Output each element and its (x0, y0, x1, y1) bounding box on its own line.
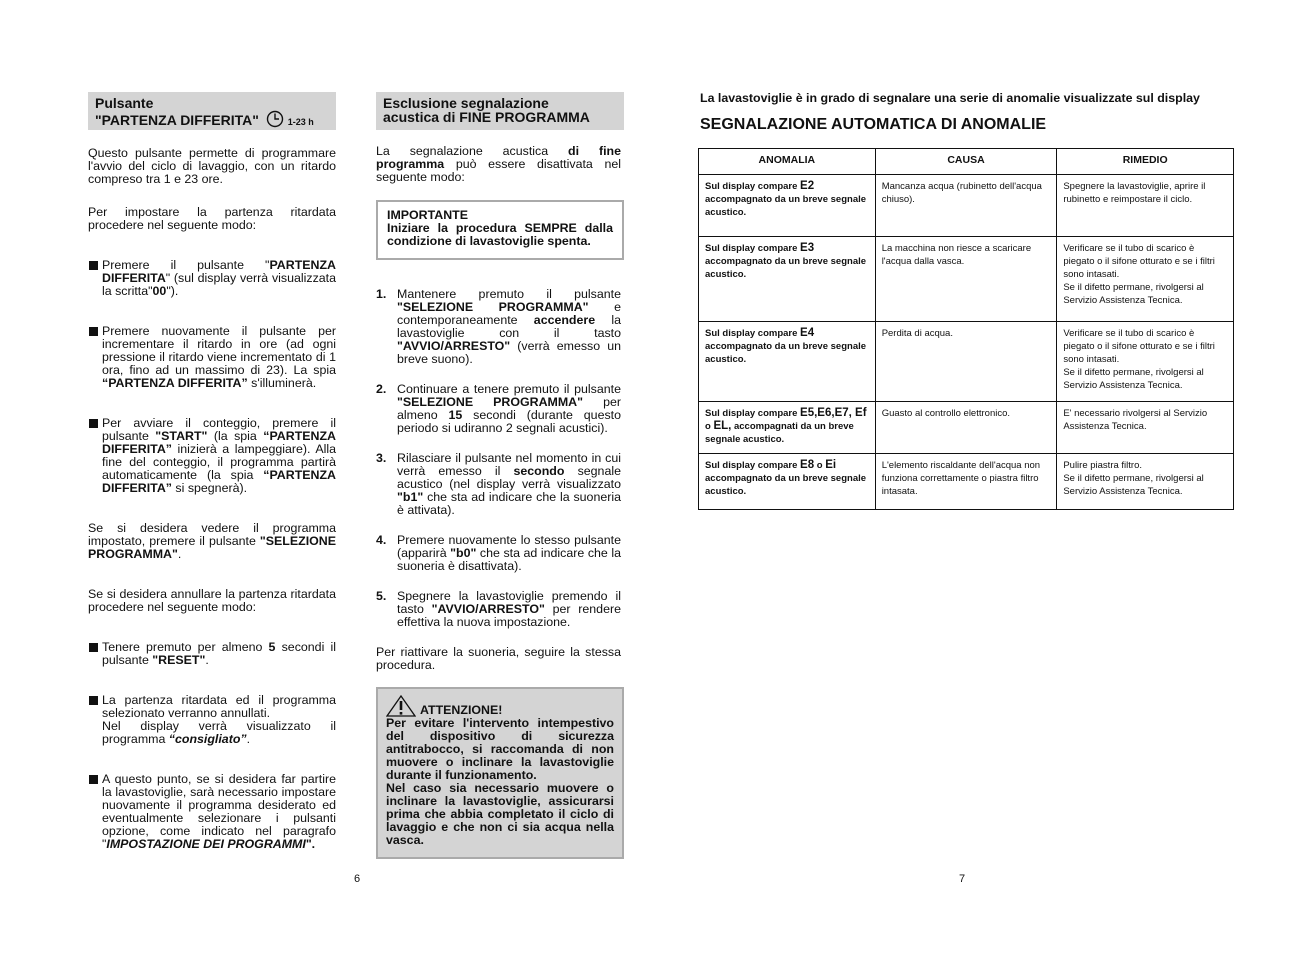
page-title: SEGNALAZIONE AUTOMATICA DI ANOMALIE (700, 116, 1047, 133)
middle-column (376, 92, 624, 672)
intro-paragraph: Questo pulsante permette di programmare l'avvio del ciclo di lavaggio, con un ritardo compreso tra 1 e 23 ore. (88, 146, 336, 186)
page-number-left: 6 (354, 873, 361, 885)
anomaly-cell: Sul display compare E2 accompagnato da un breve segnale acustico. (699, 175, 876, 237)
remedy-cell: E' necessario rivolgersi al Servizio Assistenza Tecnica. (1057, 402, 1234, 454)
cause-cell: L'elemento riscaldante dell'acqua non funziona correttamente o piastra filtro intasata. (875, 454, 1057, 510)
list-item: Tenere premuto per almeno 5 secondi il pulsante "RESET". (88, 641, 336, 667)
list-item: 1. Mantenere premuto il pulsante "SELEZIONE PROGRAMMA" e contemporaneamente accendere la lavastoviglie con il tasto "AVVIO/ARRESTO" (verrà emesso un breve suono). (376, 287, 621, 366)
warning-text: Per evitare l'intervento intempestivo del dispositivo di sicurezza antitrabocco, si raccomanda di non muovere o inclinare la lavastoviglie durante il funzionamento. (386, 716, 614, 782)
list-item: 3. Rilasciare il pulsante nel momento in cui verrà emesso il secondo segnale acustico (nel display verrà visualizzato "b1" che sta ad indicare che la suoneria è attivata). (376, 451, 621, 517)
remedy-cell: Verificare se il tubo di scarico è piegato o il sifone otturato e se i filtri sono intasati. Se il difetto permane, rivolgersi al Servizio Assistenza Tecnica. (1057, 237, 1234, 322)
column-header: ANOMALIA (699, 149, 876, 175)
section-header-delayed-start (88, 92, 336, 130)
view-program-paragraph: Se si desidera vedere il programma impostato, premere il pulsante "SELEZIONE PROGRAMMA". (88, 521, 336, 561)
list-item: Per avviare il conteggio, premere il pulsante "START" (la spia “PARTENZA DIFFERITA” inizierà a lampeggiare). Alla fine del conteggio, il programma partirà automaticamente (la spia “PARTENZA DIFFERITA” si spegnerà). (88, 417, 336, 495)
table-row (699, 402, 1234, 454)
header-line2: "PARTENZA DIFFERITA" 1-23 h (95, 112, 314, 128)
important-title: IMPORTANTE (387, 208, 468, 222)
right-intro: La lavastoviglie è in grado di segnalare una serie di anomalie visualizzate sul display (700, 91, 1200, 105)
list-item: 5. Spegnere la lavastoviglie premendo il tasto "AVVIO/ARRESTO" per rendere effettiva la nuova impostazione. (376, 589, 621, 629)
page-number-right: 7 (959, 873, 966, 885)
table-row (699, 175, 1234, 237)
clock-icon-label: 1-23 h (287, 117, 314, 127)
anomaly-table (698, 148, 1234, 510)
cause-cell: Guasto al controllo elettronico. (875, 402, 1057, 454)
warning-text-2: Nel caso sia necessario muovere o inclinare la lavastoviglie, assicurarsi prima che abbia completato il ciclo di lavaggio e che non ci sia acqua nella vasca. (386, 781, 614, 847)
intro-paragraph: La segnalazione acustica di fine programma può essere disattivata nel seguente modo: (376, 144, 621, 184)
remedy-cell: Spegnere la lavastoviglie, aprire il rubinetto e reimpostare il ciclo. (1057, 175, 1234, 237)
warning-box (376, 687, 624, 859)
header-line1: Pulsante (95, 95, 154, 111)
list-item: La partenza ritardata ed il programma selezionato verranno annullati. Nel display verrà visualizzato il programma “consigliato”. (88, 694, 336, 746)
cancel-intro: Se si desidera annullare la partenza ritardata procedere nel seguente modo: (88, 587, 336, 614)
column-header: CAUSA (875, 149, 1057, 175)
list-item: Premere il pulsante "PARTENZA DIFFERITA" (sul display verrà visualizzata la scritta"00"). (88, 259, 336, 298)
cause-cell: Perdita di acqua. (875, 322, 1057, 402)
cause-cell: La macchina non riesce a scaricare l'acqua dalla vasca. (875, 237, 1057, 322)
remedy-cell: Verificare se il tubo di scarico è piegato o il sifone otturato e se i filtri sono intasati. Se il difetto permane, rivolgersi al Servizio Assistenza Tecnica. (1057, 322, 1234, 402)
anomaly-cell: Sul display compare E5,E6,E7, Ef o EL, accompagnati da un breve segnale acustico. (699, 402, 876, 454)
section-header-end-signal: Esclusione segnalazione acustica di FINE PROGRAMMA (376, 92, 624, 130)
warning-title: ATTENZIONE! (420, 703, 503, 717)
anomaly-cell: Sul display compare E4 accompagnato da un breve segnale acustico. (699, 322, 876, 402)
reactivate-paragraph: Per riattivare la suoneria, seguire la stessa procedura. (376, 645, 621, 672)
table-row (699, 454, 1234, 510)
cause-cell: Mancanza acqua (rubinetto dell'acqua chiuso). (875, 175, 1057, 237)
table-row (699, 237, 1234, 322)
list-item: 2. Continuare a tenere premuto il pulsante "SELEZIONE PROGRAMMA" per almeno 15 secondi (durante questo periodo si udiranno 2 segnali acustici). (376, 382, 621, 435)
anomaly-cell: Sul display compare E3 accompagnato da un breve segnale acustico. (699, 237, 876, 322)
important-box (376, 200, 624, 260)
table-row (699, 322, 1234, 402)
warning-triangle-icon (386, 695, 416, 717)
column-header: RIMEDIO (1057, 149, 1234, 175)
list-item: A questo punto, se si desidera far partire la lavastoviglie, sarà necessario impostare nuovamente il programma desiderato ed eventualmente selezionare i pulsanti opzione, come indicato nel paragrafo "IMPOSTAZIONE DEI PROGRAMMI". (88, 773, 336, 851)
left-column (88, 92, 336, 851)
warning-title-row (386, 695, 614, 717)
setup-intro: Per impostare la partenza ritardata procedere nel seguente modo: (88, 205, 336, 232)
list-item: 4. Premere nuovamente lo stesso pulsante (apparirà "b0" che sta ad indicare che la suoneria è disattivata). (376, 533, 622, 573)
remedy-cell: Pulire piastra filtro. Se il difetto permane, rivolgersi al Servizio Assistenza Tecnica. (1057, 454, 1234, 510)
clock-icon (266, 110, 284, 130)
important-text: Iniziare la procedura SEMPRE dalla condizione di lavastoviglie spenta. (387, 221, 613, 248)
list-item: Premere nuovamente il pulsante per incrementare il ritardo in ore (ad ogni pressione il ritardo viene incrementato di 1 ora, fino ad un massimo di 23). La spia “PARTENZA DIFFERITA” s'illuminerà. (88, 325, 336, 390)
anomaly-cell: Sul display compare E8 o Ei accompagnato da un breve segnale acustico. (699, 454, 876, 510)
table-header-row (699, 149, 1234, 175)
